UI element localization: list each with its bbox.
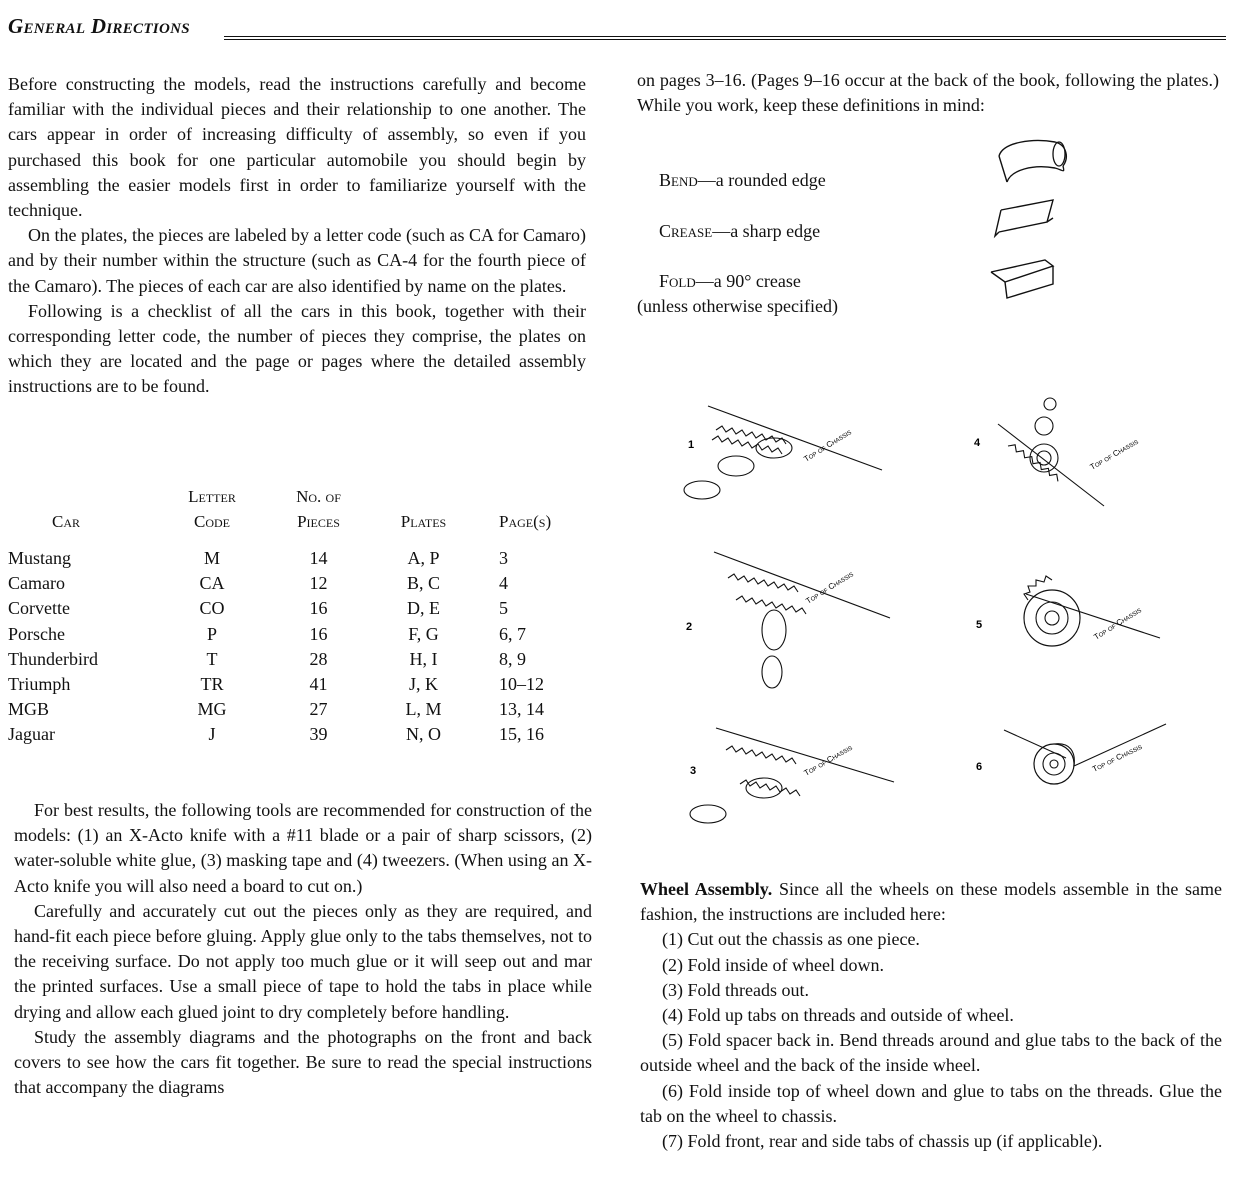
paragraph: For best results, the following tools are recommended for construction of the models: (1) an X-Acto knife with a #11 blade or a pair of sharp scissors, (2) water-soluble white glue, (3) masking tape and (4) tweezers. (When using an X-Acto knife you will also need a board to cut on.) [14, 800, 592, 896]
pages: 4 [499, 573, 508, 594]
car-name: Triumph [8, 674, 71, 695]
step-7: (7) Fold front, rear and side tabs of chassis up (if applicable). [662, 1131, 1103, 1152]
table-row [8, 697, 593, 722]
car-name: Mustang [8, 548, 71, 568]
wheel-diagram-6 [970, 722, 1170, 792]
svg-text:1: 1 [688, 439, 695, 451]
wheel-assembly-intro: Wheel Assembly. Since all the wheels on these models assemble in the same fashion, the instructions are included here: [640, 879, 1223, 925]
step-4: (4) Fold up tabs on threads and outside of wheel. [662, 1005, 1014, 1026]
svg-text:3: 3 [690, 765, 697, 777]
plates: F, G [408, 623, 439, 644]
table-header-row [8, 484, 593, 534]
table-row [8, 672, 593, 697]
pages: 6, 7 [499, 623, 526, 644]
paragraph: Following is a checklist of all the cars in this book, together with their corresponding letter code, the number of pieces they comprise, the plates on which they are located and the page or pages where the detailed assembly instructions are to be found. [8, 300, 586, 397]
piece-count: 16 [309, 623, 328, 644]
car-name: MGB [8, 699, 50, 720]
definition-crease: Crease—a sharp edge [659, 221, 821, 241]
header-pages: Page(s) [499, 512, 552, 531]
svg-text:5: 5 [976, 619, 983, 631]
plates: L, M [405, 699, 442, 720]
svg-text:Top of Chassis: Top of Chassis [1088, 436, 1140, 472]
crease-icon [989, 196, 1069, 251]
car-name: Camaro [8, 573, 65, 594]
car-name: Jaguar [8, 724, 55, 745]
table-row [8, 647, 593, 672]
wheel-diagram-2 [680, 548, 900, 698]
car-name: Thunderbird [8, 648, 98, 669]
paragraph: Study the assembly diagrams and the photographs on the front and back covers to see how the cars fit together. Be sure to read the special instructions that accompany the diagrams [14, 1026, 592, 1098]
table-row [8, 622, 593, 647]
definition-bend: Bend—a rounded edge [659, 170, 826, 190]
header-rule [224, 36, 1226, 40]
pages: 10–12 [499, 674, 544, 695]
letter-code: T [206, 648, 218, 669]
svg-text:Top of Chassis: Top of Chassis [1090, 741, 1144, 774]
table-row [8, 546, 593, 571]
definition-fold: Fold—a 90° crease (unless otherwise specified) [637, 271, 838, 316]
step-6: (6) Fold inside top of wheel down and glue to tabs on the threads. Glue the tab on the wheel to chassis. [640, 1080, 1222, 1126]
letter-code: CO [199, 598, 225, 619]
table-row [8, 571, 593, 596]
header-car: Car [52, 512, 81, 531]
wheel-assembly-section [640, 877, 1222, 1154]
car-name: Corvette [8, 598, 70, 619]
left-column-intro [8, 72, 586, 400]
svg-text:Top of Chassis: Top of Chassis [802, 742, 854, 778]
svg-text:2: 2 [686, 621, 693, 633]
table-row [8, 722, 593, 747]
piece-count: 28 [309, 648, 328, 669]
letter-code: CA [199, 573, 225, 594]
plates: A, P [407, 548, 440, 568]
pages: 5 [499, 598, 508, 619]
piece-count: 27 [309, 699, 328, 720]
table-row [8, 596, 593, 621]
letter-code: TR [200, 674, 224, 695]
plates: N, O [406, 724, 441, 745]
step-3: (3) Fold threads out. [662, 979, 809, 1000]
svg-text:4: 4 [974, 437, 981, 449]
step-2: (2) Fold inside of wheel down. [662, 954, 884, 975]
paragraph: On the plates, the pieces are labeled by a letter code (such as CA for Camaro) and by their number within the structure (such as CA-4 for the fourth piece of the Camaro). The pieces of each car are also identified by name on the plates. [8, 225, 586, 296]
svg-text:6: 6 [976, 761, 983, 773]
pages: 13, 14 [499, 699, 544, 720]
piece-count: 14 [309, 548, 328, 568]
letter-code: J [208, 724, 216, 745]
car-name: Porsche [8, 623, 65, 644]
header-letter-code: Letter Code [188, 487, 236, 531]
svg-text:Top of Chassis: Top of Chassis [802, 427, 853, 464]
paragraph: Carefully and accurately cut out the pieces only as they are required, and hand-fit each piece before gluing. Apply glue only to the tabs themselves, not to the receiving surface. Do not apply too much glue or it will seep out and mar the printed surfaces. Use a small piece of tape to hold the tabs in place while drying and allow each glued joint to dry completely before handling. [14, 900, 592, 1022]
letter-code: MG [197, 699, 227, 720]
bend-icon [993, 136, 1073, 191]
piece-count: 16 [309, 598, 328, 619]
section-title: General Directions [8, 14, 190, 38]
header-plates: Plates [400, 512, 447, 531]
svg-text:Top of Chassis: Top of Chassis [804, 569, 855, 606]
pages: 15, 16 [499, 724, 544, 745]
wheel-diagram-5 [970, 566, 1170, 666]
section-header [8, 14, 1226, 48]
wheel-diagram-3 [684, 718, 904, 833]
right-column-intro [637, 68, 1219, 118]
header-num-pieces: No. of Pieces [296, 487, 341, 531]
step-5: (5) Fold spacer back in. Bend threads around and glue tabs to the back of the outside wheel and the back of the inside wheel. [640, 1030, 1222, 1076]
svg-text:Top of Chassis: Top of Chassis [1092, 605, 1143, 642]
paragraph: on pages 3–16. (Pages 9–16 occur at the back of the book, following the plates.) While you work, keep these definitions in mind: [637, 70, 1219, 116]
letter-code: M [203, 548, 220, 568]
left-column-tools [14, 798, 592, 1100]
wheel-diagram-4 [968, 394, 1168, 514]
plates: J, K [408, 674, 438, 695]
step-1: (1) Cut out the chassis as one piece. [662, 929, 920, 950]
plates: B, C [406, 573, 440, 594]
plates: D, E [407, 598, 440, 619]
car-checklist-table [8, 484, 593, 748]
piece-count: 41 [309, 674, 328, 695]
plates: H, I [409, 648, 438, 669]
piece-count: 12 [309, 573, 328, 594]
pages: 8, 9 [499, 648, 526, 669]
wheel-assembly-title: Wheel Assembly. [640, 879, 773, 899]
wheel-diagram-1 [672, 400, 892, 510]
fold-icon [985, 258, 1065, 303]
pages: 3 [499, 548, 508, 568]
letter-code: P [206, 623, 217, 644]
paragraph: Before constructing the models, read the instructions carefully and become familiar with the individual pieces and their relationship to one another. The cars appear in order of increasing difficulty of assembly, so even if you purchased this book for one particular automobile you should begin by assembling the easier models first in order to familiarize yourself with the technique. [8, 74, 586, 221]
piece-count: 39 [309, 724, 328, 745]
